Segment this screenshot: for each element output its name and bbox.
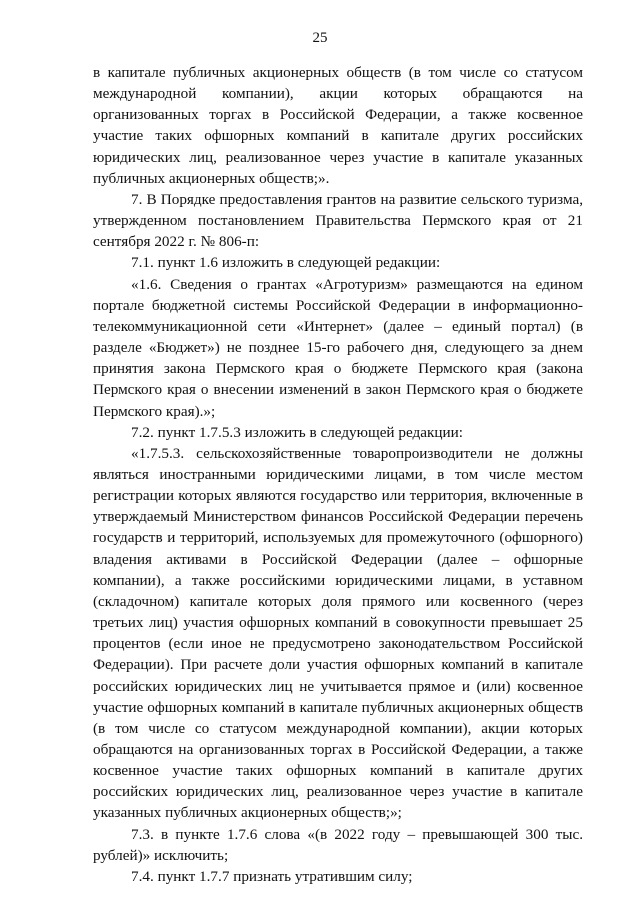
paragraph-item-7-4: 7.4. пункт 1.7.7 признать утратившим силу; (131, 867, 413, 885)
paragraph-item-7-3: 7.3. в пункте 1.7.6 слова «(в 2022 году – превышающей 300 тыс. рублей)» исключить; (93, 825, 583, 864)
paragraph-quote-1-7-5-3: «1.7.5.3. сельскохозяйственные товаропроизводители не должны являться иностранными юридическими лицами, в том числе местом регистрации которых являются государство или территория, включенные в утверждаемый Министерством финансов Российской Федерации перечень государств и территорий, используемых для промежуточного (офшорного) владения активами в Российской Федерации (далее – офшорные компании), а также российскими юридическими лицами, в уставном (складочном) капитале которых доля прямого или косвенного (через третьих лиц) участия офшорных компаний в совокупности превышает 25 процентов (если иное не предусмотрено законодательством Российской Федерации). При расчете доли участия офшорных компаний в капитале российских юридических лиц не учитывается прямое и (или) косвенное участие офшорных компаний в капитале публичных акционерных обществ (в том числе со статусом международной компании), акции которых обращаются на организованных торгах в Российской Федерации, а также косвенное участие таких офшорных компаний в капитале других российских юридических лиц, реализованное через участие в капитале указанных публичных акционерных обществ;»; (93, 444, 583, 822)
paragraph-item-7: 7. В Порядке предоставления грантов на развитие сельского туризма, утвержденном постановлением Правительства Пермского края от 21 сентября 2022 г. № 806-п: (93, 190, 583, 251)
paragraph-continuation: в капитале публичных акционерных обществ (в том числе со статусом международной компании), акции которых обращаются на организованных торгах в Российской Федерации, а также косвенное участие таких офшорных компаний в капитале других российских юридических лиц, реализованное через участие в капитале указанных публичных акционерных обществ;». (93, 64, 583, 187)
paragraph-item-7-1: 7.1. пункт 1.6 изложить в следующей редакции: (131, 254, 441, 272)
document-body (93, 62, 583, 887)
paragraph-item-7-2: 7.2. пункт 1.7.5.3 изложить в следующей редакции: (131, 423, 463, 441)
page-number: 25 (312, 30, 328, 46)
paragraph-quote-1-6: «1.6. Сведения о грантах «Агротуризм» размещаются на едином портале бюджетной системы Российской Федерации в информационно-телекоммуникационной сети «Интернет» (далее – единый портал) (в разделе «Бюджет») не позднее 15-го рабочего дня, следующего за днем принятия закона Пермского края о бюджете Пермского края (закона Пермского края о внесении изменений в закон Пермского края о бюджете Пермского края).»; (93, 275, 583, 420)
